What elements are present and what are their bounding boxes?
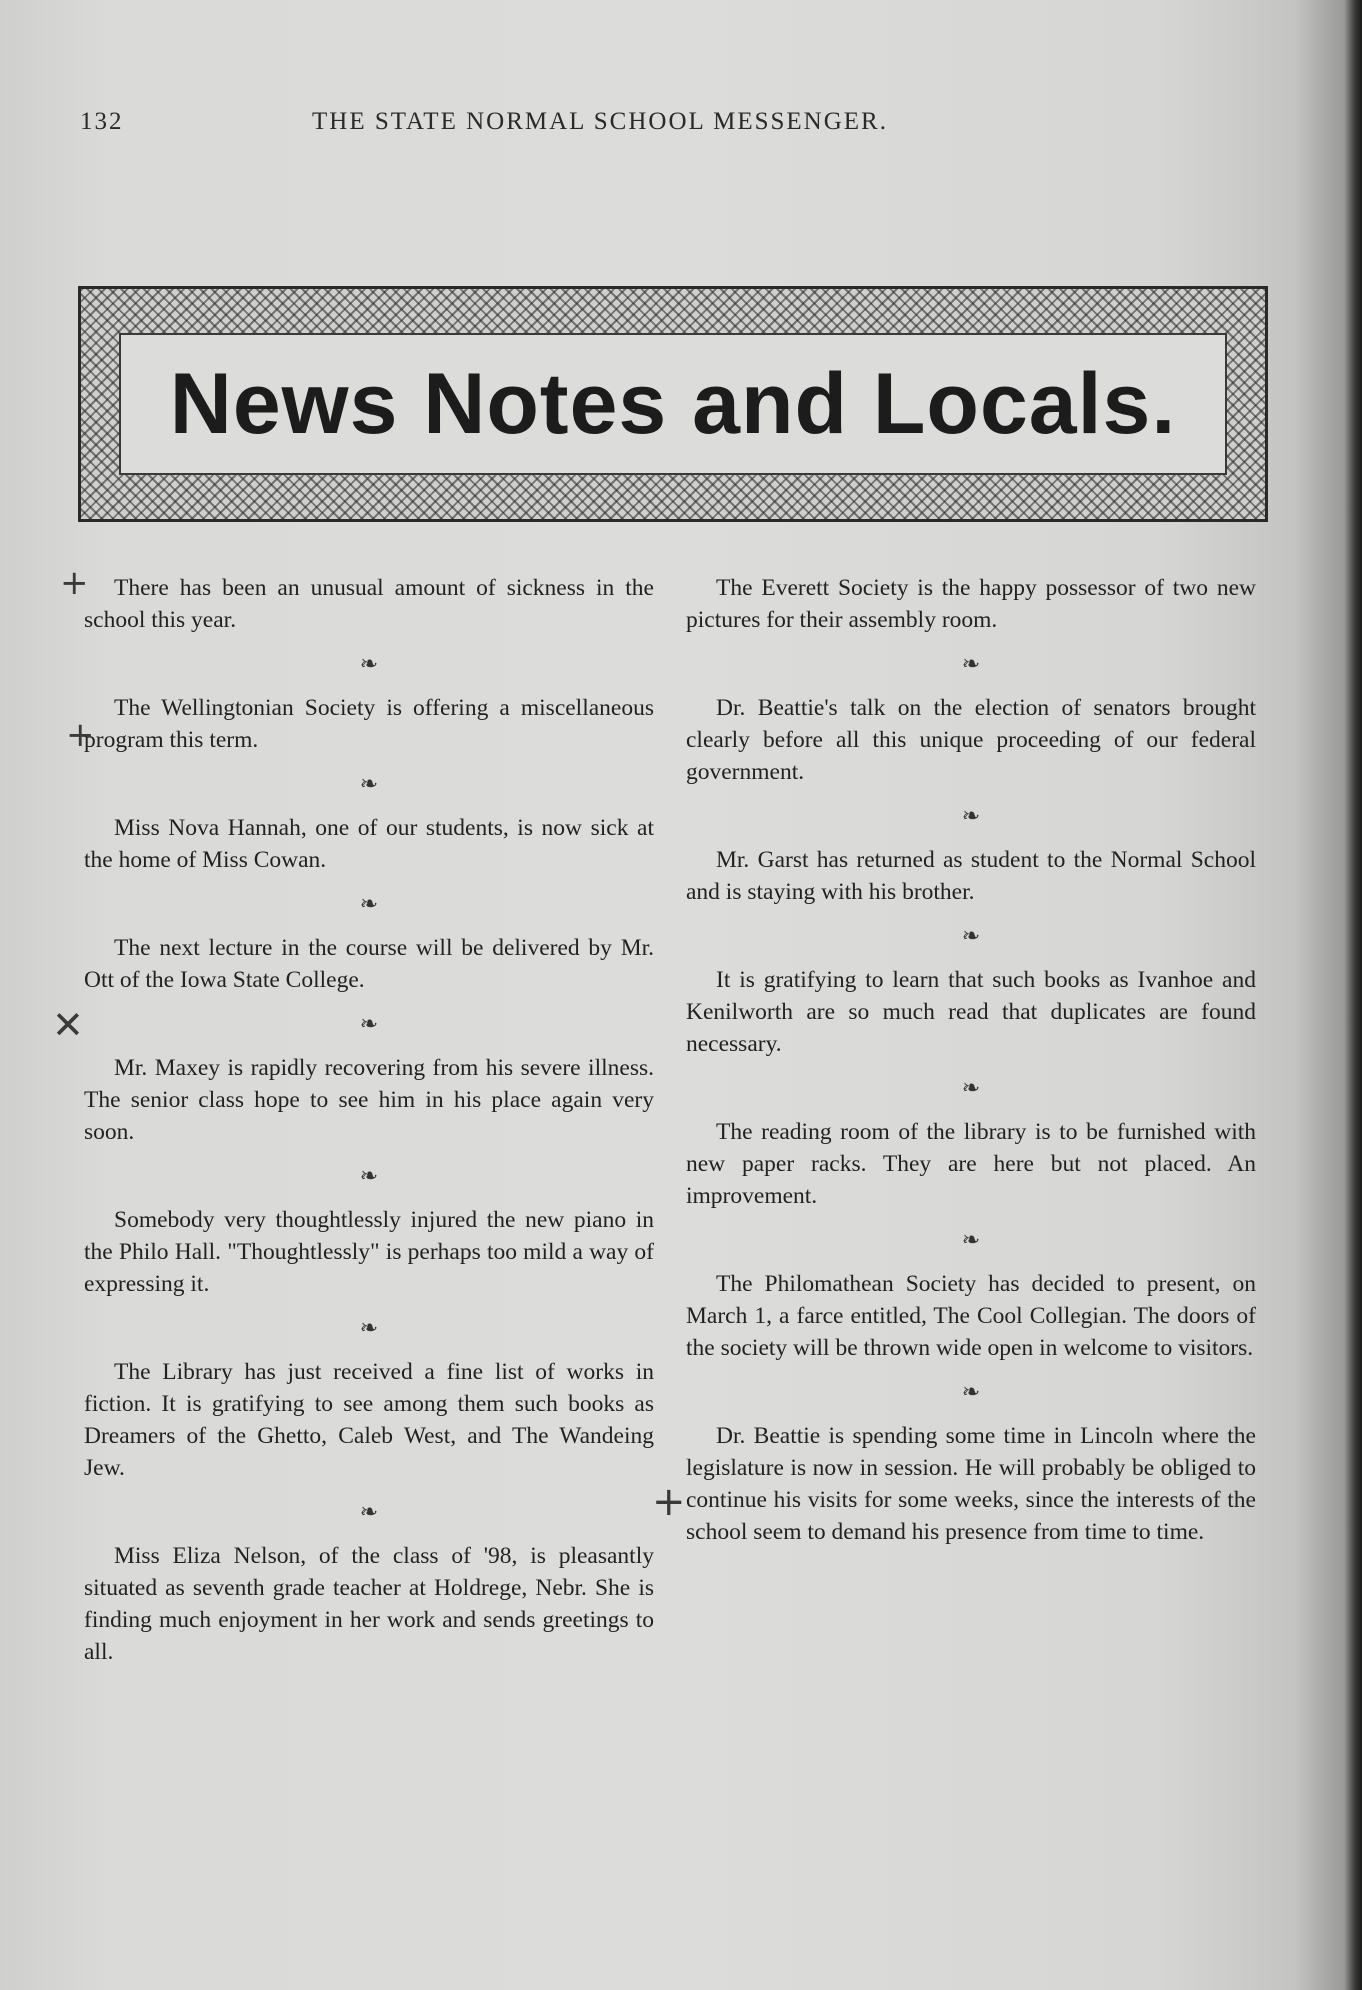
item-separator: ❧ (359, 1499, 379, 1524)
news-item: It is gratifying to learn that such books as Ivanhoe and Kenilworth are so much read that duplicates are found necessary. (686, 967, 1256, 1057)
news-item: The Library has just received a fine list of works in fiction. It is gratifying to see among them such books as Dreamers of the Ghetto, Caleb West, and The Wandeing Jew. (84, 1359, 654, 1481)
news-item: The next lecture in the course will be delivered by Mr. Ott of the Iowa State College. (84, 935, 654, 993)
news-item: Dr. Beattie's talk on the election of senators brought clearly before all this unique proceeding of our federal government. (686, 695, 1256, 785)
item-separator: ❧ (961, 1075, 981, 1100)
left-column (84, 572, 654, 1668)
item-separator: ❧ (961, 651, 981, 676)
news-item: The reading room of the library is to be furnished with new paper racks. They are here but not placed. An improvement. (686, 1119, 1256, 1209)
item-separator: ❧ (359, 771, 379, 796)
right-column (686, 572, 1256, 1548)
item-separator: ❧ (359, 1315, 379, 1340)
item-separator: ❧ (359, 651, 379, 676)
news-item: The Everett Society is the happy possessor of two new pictures for their assembly room. (686, 575, 1256, 633)
pencil-x-mark: ✕ (52, 1003, 84, 1047)
section-title: News Notes and Locals. (169, 355, 1177, 452)
news-item: Miss Eliza Nelson, of the class of '98, is pleasantly situated as seventh grade teacher at Holdrege, Nebr. She is finding much enjoyment in her work and sends greetings to all. (84, 1543, 654, 1665)
item-separator: ❧ (961, 1227, 981, 1252)
news-item: Dr. Beattie is spending some time in Lincoln where the legislature is now in session. He will probably be obliged to continue his visits for some weeks, since the interests of the school seem to demand his presence from time to time. (686, 1423, 1256, 1545)
item-separator: ❧ (961, 1379, 981, 1404)
news-item: The Philomathean Society has decided to present, on March 1, a farce entitled, The Cool Collegian. The doors of the society will be thrown wide open in welcome to visitors. (686, 1271, 1256, 1361)
news-item: Mr. Maxey is rapidly recovering from his severe illness. The senior class hope to see him in his place again very soon. (84, 1055, 654, 1145)
pencil-cross-mark: + (60, 563, 89, 603)
item-separator: ❧ (961, 923, 981, 948)
banner-panel (119, 333, 1227, 475)
news-item: The Wellingtonian Society is offering a miscellaneous program this term. (84, 695, 654, 753)
news-item: Somebody very thoughtlessly injured the new piano in the Philo Hall. "Thoughtlessly" is perhaps too mild a way of expressing it. (84, 1207, 654, 1297)
pencil-cross-mark: + (652, 1479, 686, 1525)
item-separator: ❧ (359, 1163, 379, 1188)
news-item: There has been an unusual amount of sickness in the school this year. (84, 575, 654, 633)
publication-title: THE STATE NORMAL SCHOOL MESSENGER. (312, 108, 888, 135)
news-item: Miss Nova Hannah, one of our students, is now sick at the home of Miss Cowan. (84, 815, 654, 873)
item-separator: ❧ (961, 803, 981, 828)
page-number: 132 (80, 108, 124, 135)
book-spine (1344, 0, 1362, 1990)
news-item: Mr. Garst has returned as student to the Normal School and is staying with his brother. (686, 847, 1256, 905)
pencil-cross-mark: + (66, 715, 95, 755)
item-separator: ❧ (359, 891, 379, 916)
section-banner (78, 286, 1268, 522)
item-separator: ❧ (359, 1011, 379, 1036)
